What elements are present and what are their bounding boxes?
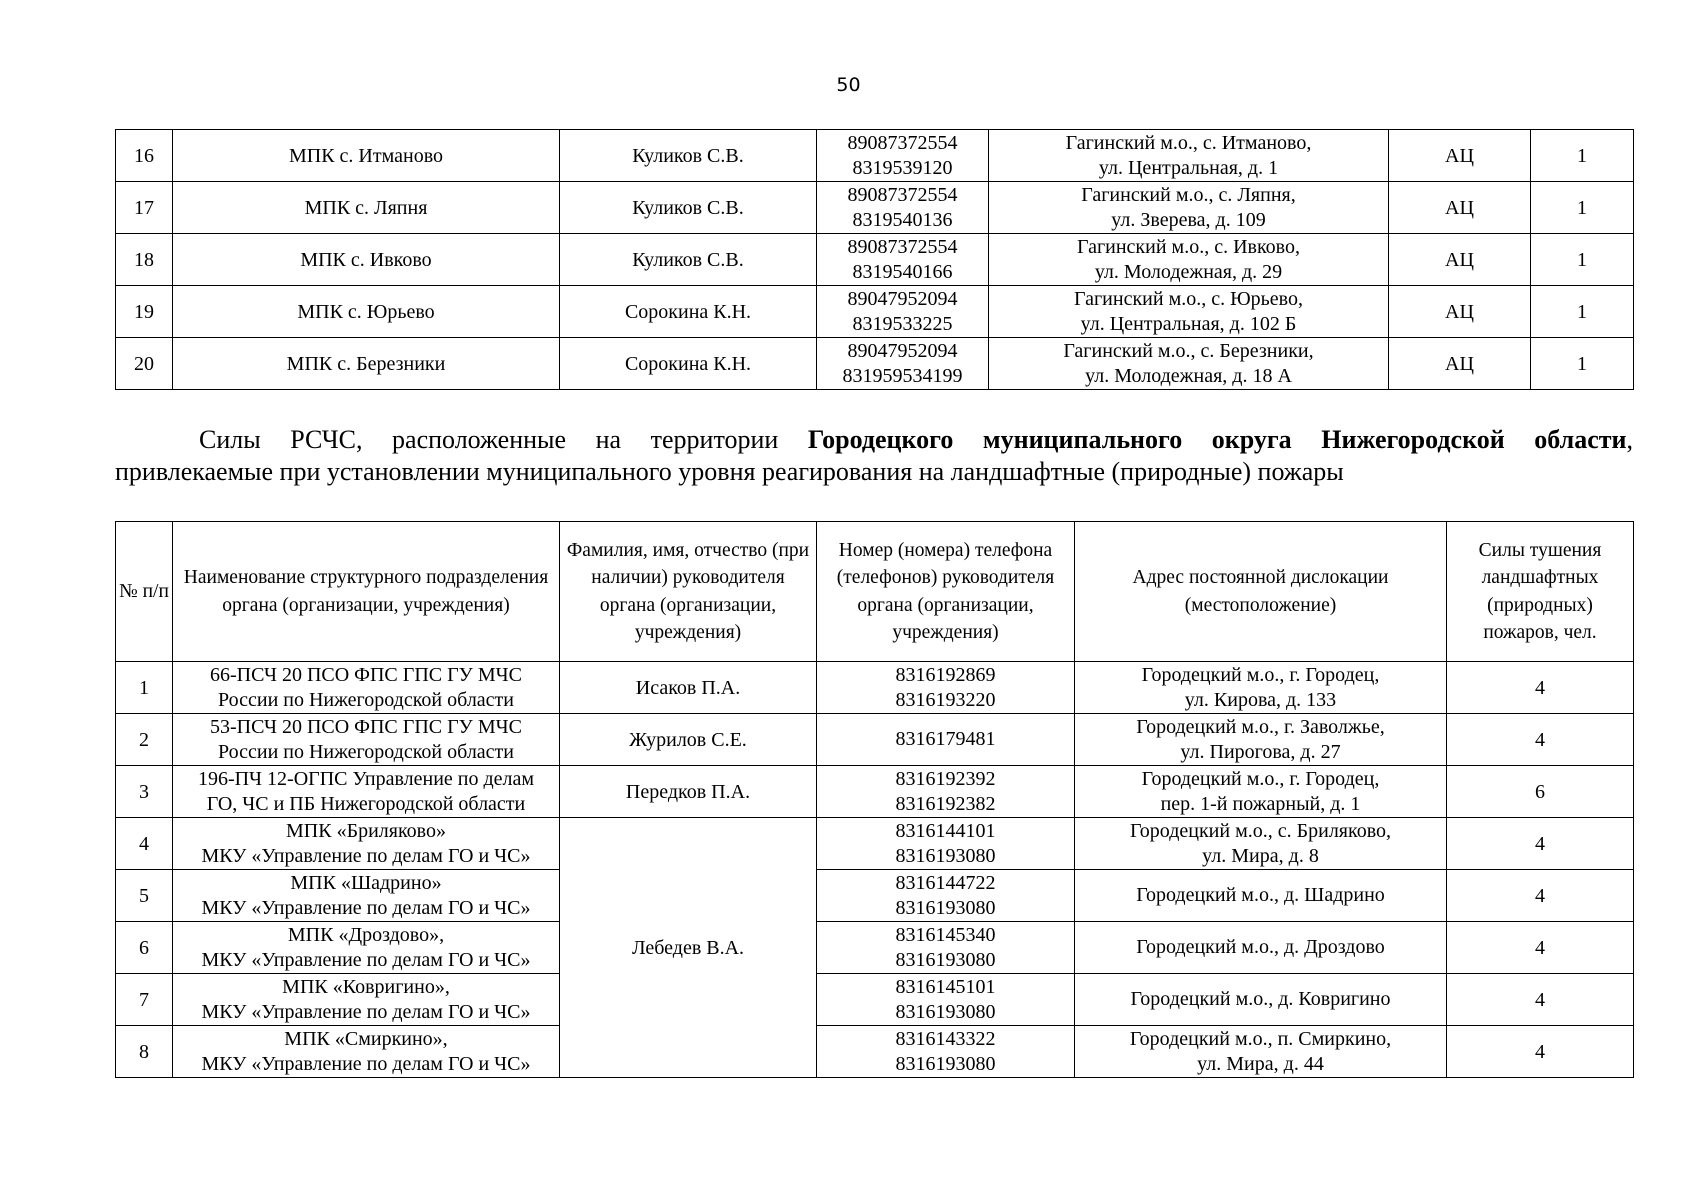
address: [989, 338, 1389, 390]
address-line: Гагинский м.о., с. Березники,: [1063, 339, 1314, 362]
row-number: 1: [116, 662, 173, 714]
address-line: Городецкий м.о., г. Городец,: [1141, 767, 1380, 790]
phone-numbers-line: 89087372554: [847, 235, 958, 258]
phone-numbers: [817, 286, 989, 338]
address-line: ул. Центральная, д. 1: [1098, 156, 1279, 179]
heading-lead: Силы РСЧС, расположенные на территории: [199, 425, 808, 454]
phone-numbers-line: 8319533225: [852, 312, 953, 335]
address-line: ул. Центральная, д. 102 Б: [1080, 312, 1297, 335]
address: [1075, 714, 1447, 766]
phone-numbers: [817, 182, 989, 234]
unit-name: МПК с. Юрьево: [173, 286, 560, 338]
unit-name-line: 196-ПЧ 12-ОГПС Управление по делам: [197, 767, 535, 790]
forces-count: 4: [1447, 662, 1634, 714]
unit-name: [173, 714, 560, 766]
phone-numbers-line: 8316179481: [895, 728, 996, 750]
address: [1075, 662, 1447, 714]
unit-name-line: России по Нижегородской области: [217, 688, 514, 711]
address: [1075, 766, 1447, 818]
header-row: [116, 522, 1634, 662]
header-head: Фамилия, имя, отчество (при наличии) руководителя органа (организации, учреждения): [560, 522, 817, 662]
unit-name: [173, 818, 560, 870]
phone-numbers-line: 8316145340: [895, 923, 996, 946]
phone-numbers-line: 831959534199: [842, 364, 963, 387]
forces-count: 4: [1447, 818, 1634, 870]
table-row: [116, 714, 1634, 766]
heading-bold-region: Городецкого муниципального округа Нижегородской области: [807, 425, 1627, 454]
address: [989, 130, 1389, 182]
unit-name-line: России по Нижегородской области: [217, 740, 514, 763]
bottom-table-header: [116, 522, 1634, 662]
address-line: Городецкий м.о., д. Ковригино: [1130, 988, 1391, 1010]
phone-numbers-line: 89087372554: [847, 131, 958, 154]
unit-name-line: МПК «Шадрино»: [290, 871, 442, 894]
section-heading-line-1: [115, 424, 1633, 456]
top-table-body: [116, 130, 1634, 390]
unit-name-line: МПК «Бриляково»: [286, 819, 446, 842]
bottom-table: [115, 521, 1634, 1078]
equipment-type: АЦ: [1389, 234, 1531, 286]
phone-numbers: [817, 922, 1075, 974]
unit-name-line: МПК «Дроздово»,: [287, 923, 445, 946]
address: [1075, 818, 1447, 870]
unit-name-line: МКУ «Управление по делам ГО и ЧС»: [201, 948, 531, 971]
row-number: 7: [116, 974, 173, 1026]
phone-numbers-line: 8319539120: [852, 156, 953, 179]
address: [1075, 870, 1447, 922]
phone-numbers-line: 8316192869: [895, 663, 996, 686]
address-line: Городецкий м.о., г. Заволжье,: [1136, 715, 1385, 738]
address-line: Гагинский м.о., с. Итманово,: [1065, 131, 1312, 154]
header-address: Адрес постоянной дислокации (местоположение): [1075, 522, 1447, 662]
header-phone: Номер (номера) телефона (телефонов) руководителя органа (организации, учреждения): [817, 522, 1075, 662]
head-name: Сорокина К.Н.: [560, 338, 817, 390]
unit-name-line: МПК «Ковригино»,: [282, 975, 450, 998]
phone-numbers: [817, 766, 1075, 818]
address-line: Гагинский м.о., с. Ивково,: [1077, 235, 1300, 258]
phone-numbers-line: 89047952094: [847, 287, 958, 310]
head-name: Журилов С.Е.: [560, 714, 817, 766]
unit-name-line: МПК «Смиркино»,: [284, 1027, 448, 1050]
address-line: Городецкий м.о., д. Дроздово: [1136, 936, 1385, 958]
section-heading-line-2: привлекаемые при установлении муниципального уровня реагирования на ландшафтные (природные) пожары: [115, 457, 1344, 486]
address: [1075, 922, 1447, 974]
address-line: ул. Мира, д. 44: [1197, 1052, 1324, 1075]
table-row: [116, 662, 1634, 714]
unit-name: [173, 870, 560, 922]
address-line: ул. Молодежная, д. 18 А: [1085, 364, 1292, 387]
address: [1075, 1026, 1447, 1078]
table-row: [116, 338, 1634, 390]
address-line: ул. Пирогова, д. 27: [1180, 740, 1341, 763]
equipment-count: 1: [1531, 338, 1634, 390]
row-number: 5: [116, 870, 173, 922]
address: [989, 286, 1389, 338]
unit-name: МПК с. Ивково: [173, 234, 560, 286]
address: [1075, 974, 1447, 1026]
address-line: Городецкий м.о., с. Бриляково,: [1129, 819, 1391, 842]
unit-name-line: МКУ «Управление по делам ГО и ЧС»: [201, 896, 531, 919]
unit-name-line: МКУ «Управление по делам ГО и ЧС»: [201, 844, 531, 867]
unit-name: [173, 922, 560, 974]
phone-numbers-line: 8316145101: [895, 975, 996, 998]
unit-name: [173, 974, 560, 1026]
head-name: Куликов С.В.: [560, 182, 817, 234]
table-row: [116, 974, 1634, 1026]
address-line: Гагинский м.о., с. Ляпня,: [1081, 183, 1296, 206]
table-row: [116, 130, 1634, 182]
phone-numbers-line: 8316193220: [895, 688, 996, 711]
phone-numbers: [817, 1026, 1075, 1078]
address: [989, 182, 1389, 234]
header-name: Наименование структурного подразделения органа (организации, учреждения): [173, 522, 560, 662]
unit-name: [173, 1026, 560, 1078]
equipment-type: АЦ: [1389, 130, 1531, 182]
row-number: 3: [116, 766, 173, 818]
row-number: 18: [116, 234, 173, 286]
page-number: 50: [836, 74, 861, 96]
head-name: Сорокина К.Н.: [560, 286, 817, 338]
phone-numbers-line: 8316193080: [895, 1052, 996, 1075]
phone-numbers: [817, 870, 1075, 922]
unit-name-line: 66-ПСЧ 20 ПСО ФПС ГПС ГУ МЧС: [210, 663, 522, 686]
forces-count: 4: [1447, 974, 1634, 1026]
phone-numbers-line: 89087372554: [847, 183, 958, 206]
table-row: [116, 870, 1634, 922]
equipment-type: АЦ: [1389, 182, 1531, 234]
row-number: 19: [116, 286, 173, 338]
forces-count: 4: [1447, 1026, 1634, 1078]
unit-name-line: МКУ «Управление по делам ГО и ЧС»: [201, 1000, 531, 1023]
phone-numbers-line: 8316193080: [895, 844, 996, 867]
bottom-table-body: [116, 662, 1634, 1078]
header-num: № п/п: [116, 522, 173, 662]
phone-numbers-line: 8316143322: [895, 1027, 996, 1050]
unit-name-line: 53-ПСЧ 20 ПСО ФПС ГПС ГУ МЧС: [210, 715, 522, 738]
head-name: Исаков П.А.: [560, 662, 817, 714]
equipment-type: АЦ: [1389, 286, 1531, 338]
equipment-type: АЦ: [1389, 338, 1531, 390]
unit-name: МПК с. Ляпня: [173, 182, 560, 234]
address-line: ул. Кирова, д. 133: [1184, 688, 1337, 711]
unit-name: МПК с. Итманово: [173, 130, 560, 182]
row-number: 6: [116, 922, 173, 974]
phone-numbers-line: 8316144101: [895, 819, 996, 842]
phone-numbers: [817, 818, 1075, 870]
table-row: [116, 1026, 1634, 1078]
row-number: 2: [116, 714, 173, 766]
table-row: [116, 766, 1634, 818]
row-number: 17: [116, 182, 173, 234]
address-line: ул. Зверева, д. 109: [1111, 208, 1266, 231]
address-line: Городецкий м.о., п. Смиркино,: [1129, 1027, 1392, 1050]
head-name: Куликов С.В.: [560, 234, 817, 286]
unit-name: [173, 766, 560, 818]
table-row: [116, 234, 1634, 286]
forces-count: 4: [1447, 870, 1634, 922]
forces-count: 4: [1447, 922, 1634, 974]
phone-numbers-line: 89047952094: [847, 339, 958, 362]
phone-numbers: [817, 714, 1075, 766]
address-line: Городецкий м.о., г. Городец,: [1141, 663, 1380, 686]
equipment-count: 1: [1531, 130, 1634, 182]
row-number: 16: [116, 130, 173, 182]
phone-numbers: [817, 338, 989, 390]
head-name: Передков П.А.: [560, 766, 817, 818]
forces-count: 4: [1447, 714, 1634, 766]
unit-name: МПК с. Березники: [173, 338, 560, 390]
equipment-count: 1: [1531, 182, 1634, 234]
head-name: Лебедев В.А.: [560, 818, 817, 1078]
section-heading: [115, 424, 1633, 488]
phone-numbers-line: 8316193080: [895, 948, 996, 971]
phone-numbers: [817, 234, 989, 286]
phone-numbers-line: 8316193080: [895, 896, 996, 919]
top-table: [115, 129, 1634, 390]
address-line: ул. Молодежная, д. 29: [1094, 260, 1283, 283]
unit-name: [173, 662, 560, 714]
table-row: [116, 922, 1634, 974]
heading-comma: ,: [1626, 425, 1633, 454]
address-line: Гагинский м.о., с. Юрьево,: [1074, 287, 1303, 310]
phone-numbers-line: 8316144722: [895, 871, 996, 894]
table-row: [116, 182, 1634, 234]
phone-numbers-line: 8316193080: [895, 1000, 996, 1023]
phone-numbers-line: 8319540166: [852, 260, 953, 283]
forces-count: 6: [1447, 766, 1634, 818]
unit-name-line: ГО, ЧС и ПБ Нижегородской области: [206, 792, 526, 815]
address-line: пер. 1-й пожарный, д. 1: [1160, 792, 1361, 815]
table-row: [116, 818, 1634, 870]
phone-numbers: [817, 974, 1075, 1026]
address: [989, 234, 1389, 286]
head-name: Куликов С.В.: [560, 130, 817, 182]
row-number: 4: [116, 818, 173, 870]
phone-numbers-line: 8316192392: [895, 767, 996, 790]
phone-numbers: [817, 130, 989, 182]
address-line: Городецкий м.о., д. Шадрино: [1136, 884, 1385, 906]
phone-numbers-line: 8319540136: [852, 208, 953, 231]
equipment-count: 1: [1531, 234, 1634, 286]
equipment-count: 1: [1531, 286, 1634, 338]
table-row: [116, 286, 1634, 338]
row-number: 20: [116, 338, 173, 390]
address-line: ул. Мира, д. 8: [1202, 844, 1319, 867]
row-number: 8: [116, 1026, 173, 1078]
phone-numbers-line: 8316192382: [895, 792, 996, 815]
header-forces: Силы тушения ландшафтных (природных) пожаров, чел.: [1447, 522, 1634, 662]
unit-name-line: МКУ «Управление по делам ГО и ЧС»: [201, 1052, 531, 1075]
phone-numbers: [817, 662, 1075, 714]
